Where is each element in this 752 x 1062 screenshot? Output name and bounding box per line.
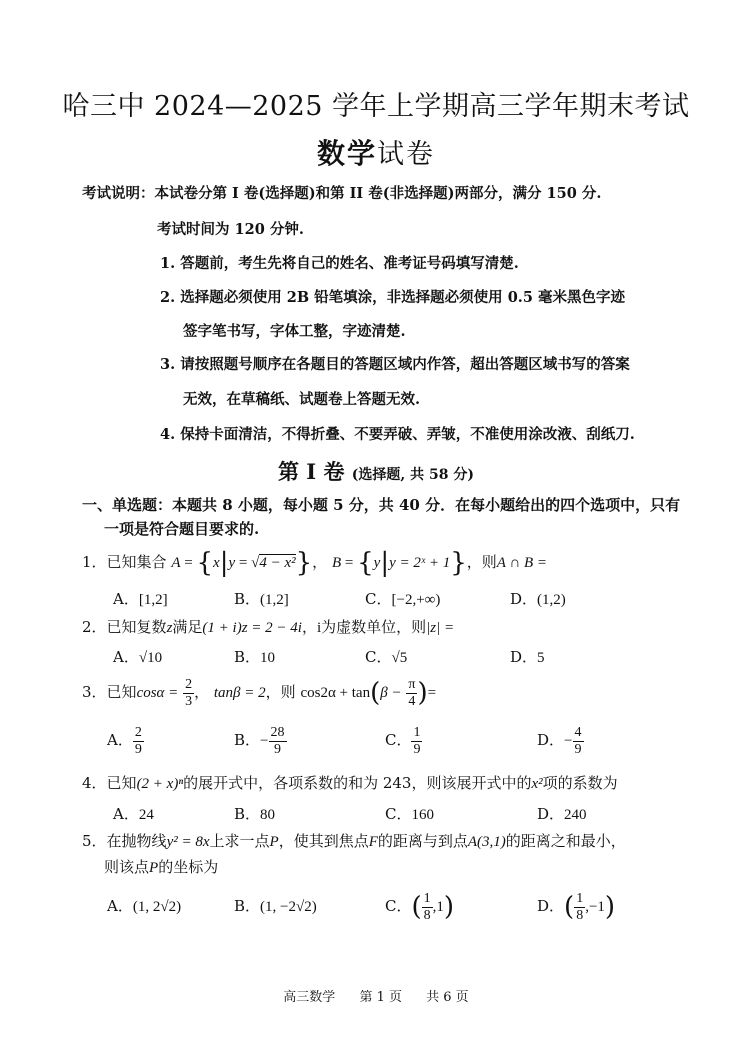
instruction-item-4 (160, 423, 635, 444)
q2-i: i (316, 620, 322, 636)
q1-expr2: 2ˣ + 1 (413, 555, 451, 571)
option-text: 24 (138, 807, 154, 823)
question-2 (82, 616, 454, 637)
frac-den: 9 (134, 741, 142, 757)
q4-x2: x² (531, 776, 543, 792)
instruction-item-2 (160, 286, 625, 307)
option-frac (133, 725, 144, 757)
subject-name: 数学 (316, 137, 377, 170)
option-label: D． (537, 805, 565, 823)
option-lparen: ( (564, 892, 575, 922)
q4-option-c (385, 803, 434, 824)
q3-rparen: ) (417, 678, 428, 708)
question-1: 1．已知集合 A = {x|y = √4 − x²}， B = {y|y = 2ˣ + 1}，则A ∩ B = (82, 548, 548, 578)
option-sign: − (260, 733, 269, 749)
option-frac (573, 725, 584, 757)
instruction-num: 4. (160, 426, 176, 443)
instruction-text: 保持卡面清洁，不得折叠、不要弄破、弄皱，不准使用涂改液、刮纸刀. (180, 426, 635, 443)
q1-text: 已知集合 (106, 553, 167, 571)
option-label: D． (510, 648, 538, 666)
instructions-line2: 考试时间为 120 分钟. (157, 221, 304, 238)
q5-option-b (234, 886, 317, 927)
frac-den: 3 (185, 693, 193, 709)
option-text: (1, −2√2) (260, 899, 317, 915)
q2-text2: 满足 (172, 618, 203, 636)
option-label: D． (537, 731, 565, 749)
option-frac (574, 891, 585, 923)
option-text: [1,2] (138, 592, 168, 608)
option-text: 240 (564, 807, 587, 823)
frac-den: 9 (574, 741, 582, 757)
option-text: (1,2) (537, 592, 566, 608)
q3-expr: cos2α + tan (300, 685, 371, 701)
q1-option-b (234, 588, 289, 609)
instruction-text: 答题前，考生先将自己的姓名、准考证号码填写清楚. (180, 255, 519, 272)
q5-text5: 的距离之和最小， (505, 832, 626, 850)
q3-text: 已知 (106, 683, 137, 701)
option-label: A． (113, 805, 139, 823)
option-frac (411, 725, 422, 757)
section-title-main: 第 I 卷 (278, 459, 345, 484)
frac-num: 2 (185, 677, 193, 693)
instruction-text: 选择题必须使用 2B 铅笔填涂，非选择题必须使用 0.5 毫米黑色字迹 (180, 289, 625, 306)
option-rparen: ) (604, 892, 616, 922)
option-label: C． (365, 590, 392, 608)
q5-point-p: P (269, 834, 279, 850)
q4-option-b (234, 803, 275, 824)
q5-text: 在抛物线 (106, 832, 167, 850)
q2-option-b (234, 646, 275, 667)
option-sign: − (564, 733, 573, 749)
option-text: 80 (260, 807, 276, 823)
question-5-cont (104, 856, 218, 877)
exam-subtitle (0, 132, 752, 172)
q5-text2: 上求一点 (209, 832, 270, 850)
option-label: C． (365, 648, 392, 666)
instruction-item-3 (160, 353, 630, 374)
option-text: 10 (260, 650, 276, 666)
option-text: 160 (411, 807, 434, 823)
q5-option-c (385, 886, 454, 927)
q2-modz: |z| = (426, 620, 455, 636)
option-label: C． (385, 805, 412, 823)
q3-option-c (385, 720, 422, 761)
frac-num: π (408, 677, 416, 693)
q2-text3: 为虚数单位，则 (321, 618, 427, 636)
option-label: A． (113, 648, 139, 666)
frac-den: 4 (408, 693, 416, 709)
instruction-text: 请按照题号顺序在各题目的答题区域内作答，超出答题区域书写的答案 (180, 356, 630, 373)
option-frac (422, 891, 433, 923)
question-number: 5． (82, 832, 107, 850)
instructions-label: 考试说明： (82, 185, 155, 202)
option-text: √5 (391, 650, 408, 666)
frac-num: 2 (134, 725, 142, 741)
set-b: B (331, 555, 342, 571)
section-title-sub: (选择题, 共 58 分) (351, 467, 474, 483)
q4-option-a (113, 803, 154, 824)
q2-option-a (113, 646, 162, 667)
option-label: C． (385, 731, 412, 749)
set-a: A (171, 555, 181, 571)
q2-var-z: z (166, 620, 173, 636)
q3-option-d (537, 720, 584, 761)
q4-text2: 的展开式中，各项系数的和为 243，则该展开式中的 (183, 774, 532, 792)
instruction-item-2-cont: 签字笔书写，字体工整，字迹清楚. (183, 323, 406, 340)
q1-var-x: x (213, 555, 220, 571)
option-label: B． (234, 731, 261, 749)
q3-text2: ，则 (265, 683, 296, 701)
option-text: 5 (537, 650, 545, 666)
option-label: B． (234, 590, 261, 608)
footer-page: 第 1 页 (359, 990, 402, 1005)
option-label: D． (510, 590, 538, 608)
frac-num: 4 (574, 725, 582, 741)
instructions-line1 (82, 182, 601, 203)
q1-sqrt: 4 − x² (259, 555, 296, 571)
paper-label: 试卷 (377, 139, 435, 170)
q5-text3: ，使其到焦点 (278, 832, 369, 850)
q5-focus-f: F (368, 834, 378, 850)
q2-option-d (510, 646, 545, 667)
frac-den: 8 (423, 907, 431, 923)
option-label: B． (234, 805, 261, 823)
q1-var-y2: y (373, 555, 381, 571)
q5-option-a (107, 886, 181, 927)
q1-eq: = (180, 555, 197, 571)
q2-option-c (365, 646, 407, 667)
q4-option-d (537, 803, 587, 824)
instruction-num: 3. (160, 356, 176, 373)
q5-parabola: y² = 8x (166, 834, 210, 850)
option-rest: ,1 (432, 899, 444, 915)
instructions-text1: 本试卷分第 I 卷(选择题)和第 II 卷(非选择题)两部分，满分 150 分. (154, 185, 602, 202)
frac-den: 8 (576, 907, 584, 923)
section-title (0, 456, 752, 486)
option-frac (269, 725, 287, 757)
instruction-num: 2. (160, 289, 176, 306)
q3-cos: cosα = (136, 685, 179, 701)
question-number: 1． (82, 553, 107, 571)
option-label: A． (113, 590, 139, 608)
q1-intersection: A ∩ B = (496, 555, 548, 571)
question-number: 2． (82, 618, 107, 636)
instruction-item-3-cont: 无效，在草稿纸、试题卷上答题无效. (183, 391, 421, 408)
q4-text3: 项的系数为 (542, 774, 618, 792)
q3-lparen: ( (370, 678, 381, 708)
q4-expr: (2 + x)ⁿ (136, 776, 184, 792)
q5-point-p2: P (149, 860, 159, 876)
frac-num: 1 (413, 725, 421, 741)
option-label: B． (234, 648, 261, 666)
frac-den: 9 (413, 741, 421, 757)
part-heading: 一、单选题：本题共 8 小题，每小题 5 分，共 40 分．在每小题给出的四个选项中，只有 (82, 496, 681, 514)
q3-frac2 (406, 677, 417, 709)
frac-den: 9 (274, 741, 281, 757)
q1-var-y: y (228, 555, 236, 571)
question-4 (82, 772, 618, 793)
option-label: A． (107, 731, 133, 749)
question-3 (82, 672, 436, 712)
frac-num: 1 (423, 891, 431, 907)
footer-total: 共 6 页 (426, 990, 469, 1005)
q5-option-d (537, 886, 615, 927)
option-text: (1, 2√2) (132, 899, 182, 915)
q2-text: 已知复数 (106, 618, 167, 636)
option-label: C． (385, 897, 412, 915)
question-number: 4． (82, 774, 107, 792)
q1-text2: ，则 (466, 553, 497, 571)
q3-eq: = (427, 685, 437, 701)
page-footer (0, 986, 752, 1005)
part-heading-cont: 一项是符合题目要求的. (104, 520, 260, 538)
q1-option-c (365, 588, 440, 609)
option-text: √10 (138, 650, 163, 666)
q3-option-b (234, 720, 287, 761)
q5-text6: 则该点 (104, 858, 150, 876)
q4-text: 已知 (106, 774, 137, 792)
question-number: 3． (82, 683, 107, 701)
q2-comma: ， (301, 618, 317, 636)
q3-beta: β − (380, 685, 402, 701)
footer-subject: 高三数学 (283, 990, 336, 1005)
q1-option-a (113, 588, 168, 609)
frac-num: 28 (270, 725, 285, 741)
q1-comma: ， (312, 553, 328, 571)
exam-title: 哈三中 2024—2025 学年上学期高三学年期末考试 (62, 91, 690, 122)
question-5 (82, 830, 626, 851)
option-text: (1,2] (260, 592, 289, 608)
option-lparen: ( (411, 892, 422, 922)
q3-frac1 (183, 677, 194, 709)
option-text: [−2,+∞) (391, 592, 441, 608)
option-rparen: ) (443, 892, 455, 922)
option-label: B． (234, 897, 261, 915)
q1-eq2: = (235, 555, 252, 571)
q5-text4: 的距离与到点 (377, 832, 468, 850)
q3-option-a (107, 720, 144, 761)
instruction-item-1 (160, 252, 519, 273)
q5-point-a: A(3,1) (467, 834, 506, 850)
instruction-num: 1. (160, 255, 176, 272)
frac-num: 1 (576, 891, 584, 907)
q1-option-d (510, 588, 566, 609)
q3-comma: ， (194, 683, 210, 701)
q5-text7: 的坐标为 (158, 858, 219, 876)
q3-tan: tanβ = 2 (213, 685, 266, 701)
option-label: A． (107, 897, 133, 915)
option-label: D． (537, 897, 565, 915)
option-rest: ,−1 (585, 899, 605, 915)
q2-expr: (1 + i)z = 2 − 4i (202, 620, 302, 636)
